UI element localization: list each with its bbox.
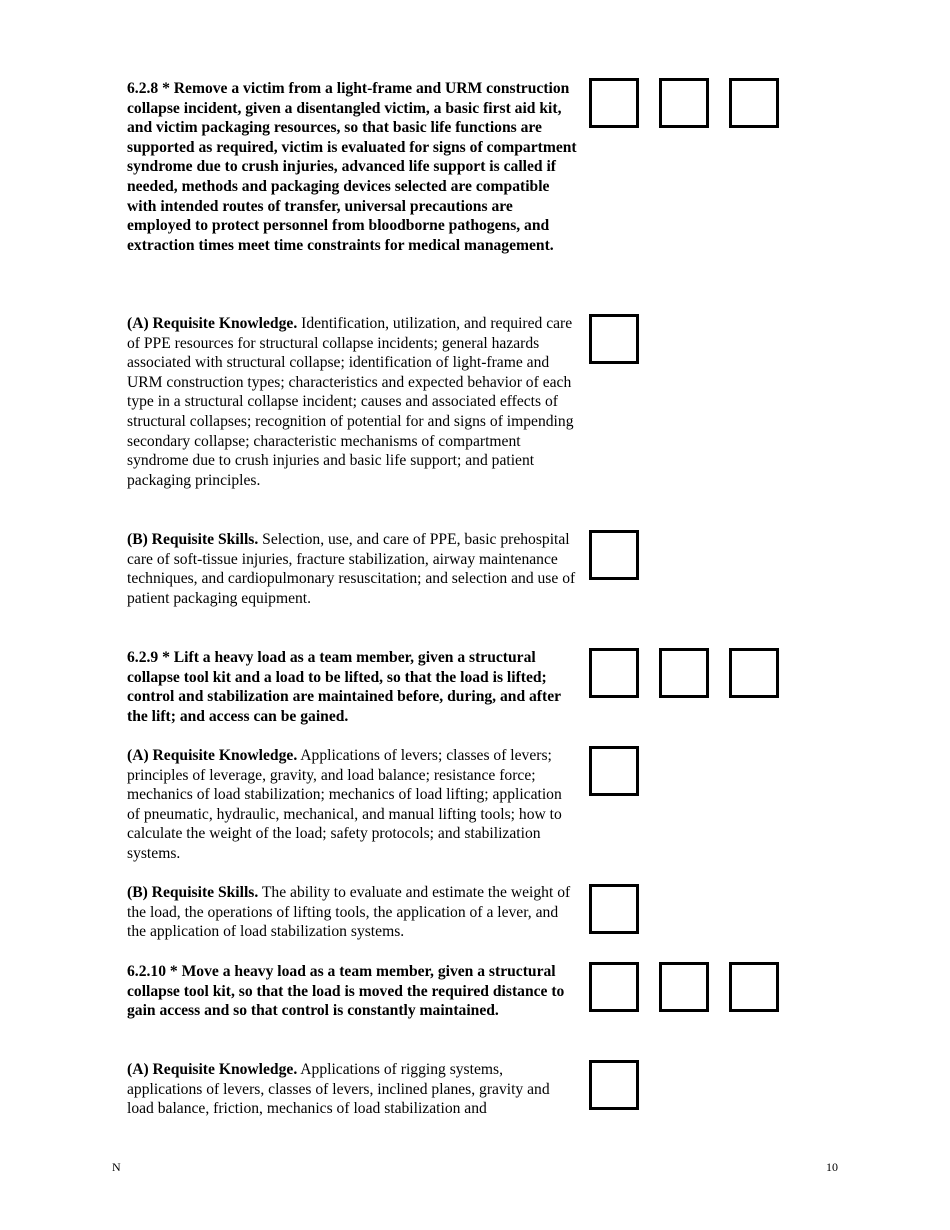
standard-6-2-10-text: 6.2.10 * Move a heavy load as a team member, given a structural collapse tool kit, so that the load is moved the required distance to gain access and so that control is constantly maintained. xyxy=(127,963,565,1020)
checkbox-6-2-10-a[interactable] xyxy=(589,1060,639,1110)
requisite-text: Selection, use, and care of PPE, basic prehospital care of soft-tissue injuries, fracture stabilization, airway maintenance techniques, and cardiopulmonary resuscitation; and selection and use of patient packaging equipment. xyxy=(127,531,576,607)
requisite-label: (A) Requisite Knowledge. xyxy=(127,747,298,764)
standard-6-2-9-text: 6.2.9 * Lift a heavy load as a team member, given a structural collapse tool kit and a load to be lifted, so that the load is lifted; control and stabilization are maintained before, during, and after the lift; and access can be gained. xyxy=(127,649,561,725)
checkbox-6-2-9-b[interactable] xyxy=(589,884,639,934)
requisite-skills-6-2-8 xyxy=(127,530,577,608)
requisite-text: Applications of levers; classes of levers; principles of leverage, gravity, and load balance; resistance force; mechanics of load stabilization; mechanics of load lifting; application of pneumatic, hydraulic, mechanical, and manual lifting tools; how to calculate the weight of the load; safety protocols; and stabilization systems. xyxy=(127,747,562,862)
checkbox-6-2-9-1[interactable] xyxy=(589,648,639,698)
requisite-label: (A) Requisite Knowledge. xyxy=(127,315,298,332)
requisite-text: Applications of rigging systems, applications of levers, classes of levers, inclined planes, gravity and load balance, friction, mechanics of load stabilization and xyxy=(127,1061,550,1118)
requisite-text: The ability to evaluate and estimate the weight of the load, the operations of lifting tools, the application of a lever, and the application of load stabilization systems. xyxy=(127,884,571,941)
page-number: 10 xyxy=(826,1160,838,1174)
checkbox-6-2-10-1[interactable] xyxy=(589,962,639,1012)
requisite-label: (A) Requisite Knowledge. xyxy=(127,1061,298,1078)
requisite-knowledge-6-2-9 xyxy=(127,746,577,864)
requisite-label: (B) Requisite Skills. xyxy=(127,531,259,548)
checkbox-6-2-9-3[interactable] xyxy=(729,648,779,698)
checkbox-6-2-8-a[interactable] xyxy=(589,314,639,364)
checkbox-6-2-8-b[interactable] xyxy=(589,530,639,580)
checkbox-6-2-8-1[interactable] xyxy=(589,78,639,128)
footer-left-marker: N xyxy=(112,1160,121,1174)
checkbox-6-2-8-2[interactable] xyxy=(659,78,709,128)
requisite-text: Identification, utilization, and required care of PPE resources for structural collapse incidents; general hazards associated with structural collapse; identification of light-frame and URM construction types; characteristics and expected behavior of each type in a structural collapse incident; causes and associated effects of structural collapses; recognition of potential for and signs of impending secondary collapse; characteristic mechanisms of compartment syndrome due to crush injuries and basic life support; and patient packaging principles. xyxy=(127,315,574,489)
requisite-knowledge-6-2-8 xyxy=(127,314,577,490)
checkbox-6-2-9-a[interactable] xyxy=(589,746,639,796)
standard-6-2-8-text: 6.2.8 * Remove a victim from a light-frame and URM construction collapse incident, given a disentangled victim, a basic first aid kit, and victim packaging resources, so that basic life functions are supported as required, victim is evaluated for signs of compartment syndrome due to crush injuries, advanced life support is called if needed, methods and packaging devices selected are compatible with intended routes of transfer, universal precautions are employed to protect personnel from bloodborne pathogens, and extraction times meet time constraints for medical management. xyxy=(127,80,577,254)
checkbox-6-2-10-3[interactable] xyxy=(729,962,779,1012)
checkbox-6-2-10-2[interactable] xyxy=(659,962,709,1012)
requisite-knowledge-6-2-10 xyxy=(127,1060,577,1119)
requisite-label: (B) Requisite Skills. xyxy=(127,884,259,901)
requisite-skills-6-2-9 xyxy=(127,883,577,942)
checkbox-6-2-8-3[interactable] xyxy=(729,78,779,128)
checkbox-6-2-9-2[interactable] xyxy=(659,648,709,698)
